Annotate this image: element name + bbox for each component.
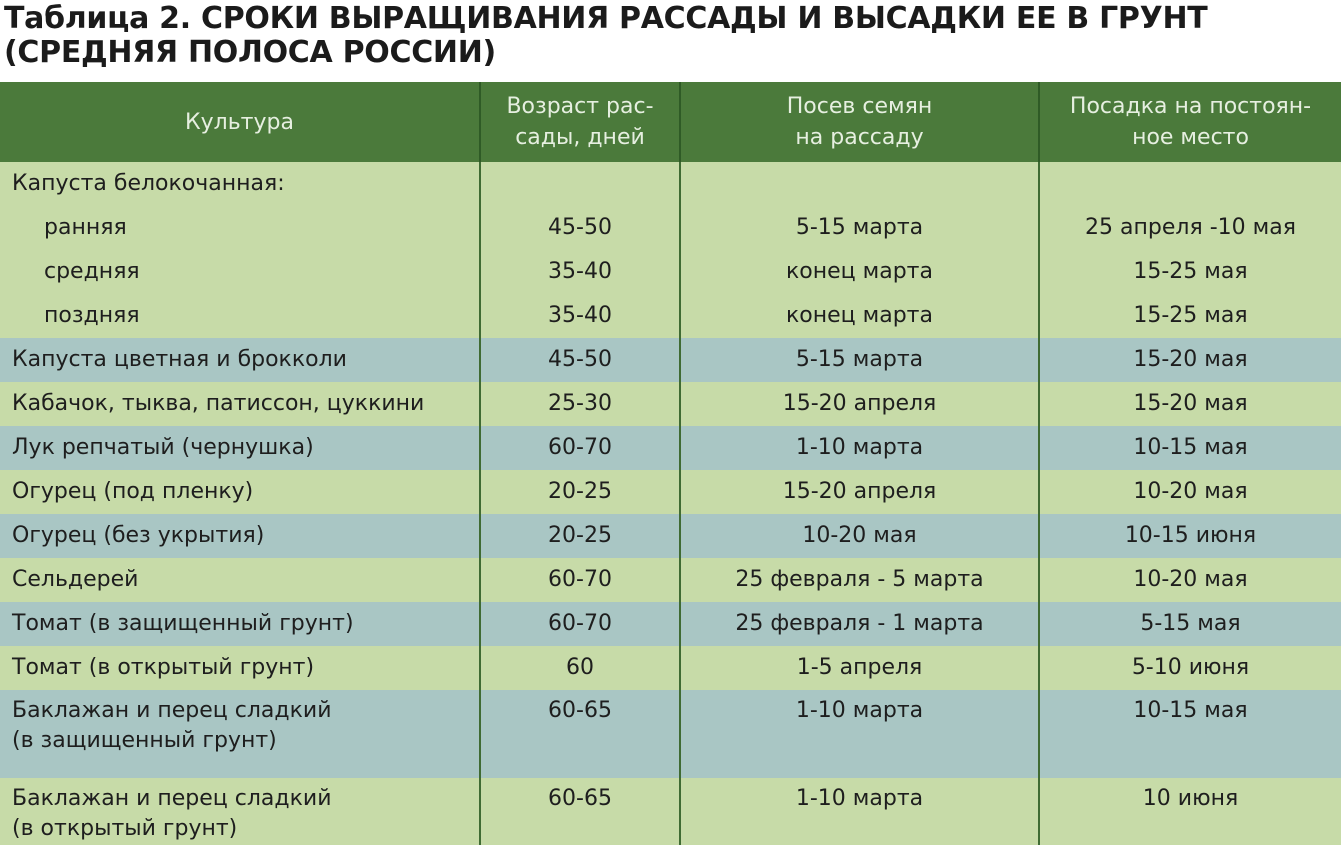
cell-culture-line-1: Баклажан и перец сладкий xyxy=(12,698,332,723)
cell-planting: 15-25 мая xyxy=(1039,250,1341,294)
cell-culture: ранняя xyxy=(0,206,480,250)
header-seedling-age-line-1: Возраст рас- xyxy=(506,94,654,119)
cell-culture: Кабачок, тыква, патиссон, цуккини xyxy=(0,382,480,426)
table-row xyxy=(0,646,1341,690)
cell-sowing: 1-10 марта xyxy=(680,690,1039,778)
cell-culture xyxy=(0,690,480,778)
cell-planting: 10-15 мая xyxy=(1039,690,1341,778)
cell-culture-line-2: (в защищенный грунт) xyxy=(12,728,277,753)
table-title-line-2: (СРЕДНЯЯ ПОЛОСА РОССИИ) xyxy=(4,35,496,70)
cell-age: 60 xyxy=(480,646,680,690)
cell-planting: 5-10 июня xyxy=(1039,646,1341,690)
cell-planting: 15-20 мая xyxy=(1039,382,1341,426)
cell-sowing: 25 февраля - 5 марта xyxy=(680,558,1039,602)
cell-culture: поздняя xyxy=(0,294,480,338)
cell-culture: Томат (в защищенный грунт) xyxy=(0,602,480,646)
table-row xyxy=(0,250,1341,294)
cell-planting: 25 апреля -10 мая xyxy=(1039,206,1341,250)
header-sowing xyxy=(680,82,1039,162)
cell-sowing: 1-5 апреля xyxy=(680,646,1039,690)
cell-planting: 5-15 мая xyxy=(1039,602,1341,646)
cell-culture: Огурец (без укрытия) xyxy=(0,514,480,558)
table-row xyxy=(0,558,1341,602)
cell-age: 45-50 xyxy=(480,206,680,250)
cell-planting: 10-15 мая xyxy=(1039,426,1341,470)
cell-planting: 10-15 июня xyxy=(1039,514,1341,558)
group-label: Капуста белокочанная: xyxy=(0,162,480,206)
cell-age: 60-65 xyxy=(480,778,680,845)
cell-age: 35-40 xyxy=(480,294,680,338)
table-title xyxy=(4,2,1334,70)
cell-culture: Сельдерей xyxy=(0,558,480,602)
cell-sowing: 1-10 марта xyxy=(680,426,1039,470)
header-planting-line-2: ное место xyxy=(1132,125,1249,150)
header-seedling-age-line-2: сады, дней xyxy=(515,125,645,150)
cell-culture: Капуста цветная и брокколи xyxy=(0,338,480,382)
table-row xyxy=(0,426,1341,470)
cell-planting: 10-20 мая xyxy=(1039,558,1341,602)
cell-age xyxy=(480,162,680,206)
cell-planting: 15-20 мая xyxy=(1039,338,1341,382)
table-row xyxy=(0,602,1341,646)
cell-culture-line-1: Баклажан и перец сладкий xyxy=(12,786,332,811)
cell-planting: 10 июня xyxy=(1039,778,1341,845)
cell-sowing: конец марта xyxy=(680,294,1039,338)
cell-age: 45-50 xyxy=(480,338,680,382)
header-seedling-age xyxy=(480,82,680,162)
table-title-line-1: Таблица 2. СРОКИ ВЫРАЩИВАНИЯ РАССАДЫ И ВЫСАДКИ ЕЕ В ГРУНТ xyxy=(4,1,1208,36)
cell-culture: Лук репчатый (чернушка) xyxy=(0,426,480,470)
table-row xyxy=(0,778,1341,845)
cell-planting xyxy=(1039,162,1341,206)
seedling-schedule-table xyxy=(0,82,1341,845)
table-row xyxy=(0,690,1341,778)
table-header-row xyxy=(0,82,1341,162)
header-sowing-line-1: Посев семян xyxy=(786,94,933,119)
cell-age: 60-70 xyxy=(480,558,680,602)
cell-sowing: 5-15 марта xyxy=(680,206,1039,250)
cell-sowing: 25 февраля - 1 марта xyxy=(680,602,1039,646)
cell-age: 35-40 xyxy=(480,250,680,294)
cell-age: 20-25 xyxy=(480,514,680,558)
cell-sowing: 15-20 апреля xyxy=(680,382,1039,426)
cell-sowing: 15-20 апреля xyxy=(680,470,1039,514)
cell-culture: Огурец (под пленку) xyxy=(0,470,480,514)
table-row xyxy=(0,514,1341,558)
cell-age: 25-30 xyxy=(480,382,680,426)
cell-culture: средняя xyxy=(0,250,480,294)
cell-age: 20-25 xyxy=(480,470,680,514)
cell-age: 60-70 xyxy=(480,426,680,470)
cell-sowing: 5-15 марта xyxy=(680,338,1039,382)
table-row xyxy=(0,162,1341,206)
cell-planting: 15-25 мая xyxy=(1039,294,1341,338)
table-row xyxy=(0,294,1341,338)
table-row xyxy=(0,470,1341,514)
header-planting xyxy=(1039,82,1341,162)
header-sowing-line-2: на рассаду xyxy=(795,125,924,150)
cell-sowing: конец марта xyxy=(680,250,1039,294)
cell-culture: Томат (в открытый грунт) xyxy=(0,646,480,690)
cell-sowing xyxy=(680,162,1039,206)
cell-culture-line-2: (в открытый грунт) xyxy=(12,816,238,841)
cell-planting: 10-20 мая xyxy=(1039,470,1341,514)
table-row xyxy=(0,206,1341,250)
table-row xyxy=(0,338,1341,382)
header-culture: Культура xyxy=(0,82,480,162)
cell-age: 60-65 xyxy=(480,690,680,778)
header-planting-line-1: Посадка на постоян- xyxy=(1069,94,1312,119)
table-row xyxy=(0,382,1341,426)
cell-sowing: 1-10 марта xyxy=(680,778,1039,845)
cell-culture xyxy=(0,778,480,845)
cell-sowing: 10-20 мая xyxy=(680,514,1039,558)
cell-age: 60-70 xyxy=(480,602,680,646)
